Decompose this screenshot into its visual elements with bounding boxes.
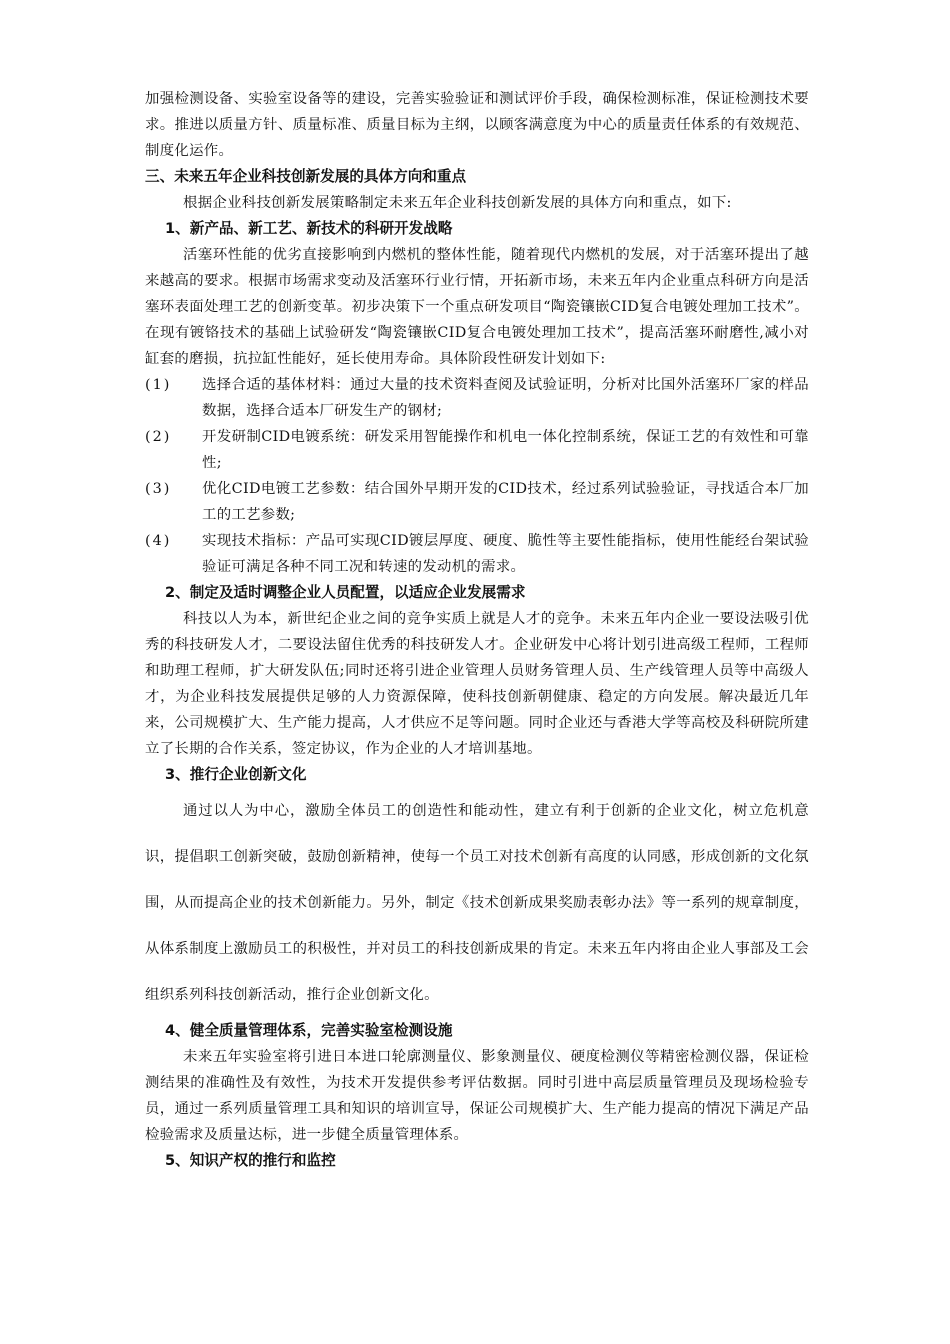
subheading-1: 1、新产品、新工艺、新技术的科研开发战略 — [165, 220, 453, 237]
list-item-number: (4) — [145, 533, 172, 549]
list-item-number: (1) — [145, 377, 172, 393]
list-item-text: 优化CID电镀工艺参数：结合国外早期开发的CID技术，经过系列试验验证，寻找适合本厂加工的工艺参数; — [202, 481, 809, 523]
plan-list — [145, 372, 809, 580]
paragraph-culture: 通过以人为中心，激励全体员工的创造性和能动性，建立有利于创新的企业文化，树立危机意识，提倡职工创新突破，鼓励创新精神，使每一个员工对技术创新有高度的认同感，形成创新的文化氛围，从而提高企业的技术创新能力。另外，制定《技术创新成果奖励表彰办法》等一系列的规章制度，从体系制度上激励员工的积极性，并对员工的科技创新成果的肯定。未来五年内将由企业人事部及工会组织系列科技创新活动，推行企业创新文化。 — [145, 803, 809, 1003]
list-item-number: (3) — [145, 481, 172, 497]
paragraph-section-lead: 根据企业科技创新发展策略制定未来五年企业科技创新发展的具体方向和重点，如下: — [183, 195, 732, 211]
list-item — [145, 372, 809, 424]
list-item — [145, 528, 809, 580]
paragraph-piston-ring: 活塞环性能的优劣直接影响到内燃机的整体性能，随着现代内燃机的发展，对于活塞环提出了越来越高的要求。根据市场需求变动及活塞环行业行情，开拓新市场，未来五年内企业重点科研方向是活塞环表面处理工艺的创新变革。初步决策下一个重点研发项目“陶瓷镶嵌CID复合电镀处理加工技术”。在现有镀铬技术的基础上试验研发“陶瓷镶嵌CID复合电镀处理加工技术”，提高活塞环耐磨性,减小对缸套的磨损，抗拉缸性能好，延长使用寿命。具体阶段性研发计划如下: — [145, 247, 809, 367]
subheading-5: 5、知识产权的推行和监控 — [165, 1152, 336, 1169]
paragraph-quality: 未来五年实验室将引进日本进口轮廓测量仪、影象测量仪、硬度检测仪等精密检测仪器，保证检测结果的准确性及有效性，为技术开发提供参考评估数据。同时引进中高层质量管理员及现场检验专员，通过一系列质量管理工具和知识的培训宣导，保证公司规模扩大、生产能力提高的情况下满足产品检验需求及质量达标，进一步健全质量管理体系。 — [145, 1049, 809, 1143]
list-item-text: 实现技术指标：产品可实现CID镀层厚度、硬度、脆性等主要性能指标，使用性能经台架试验验证可满足各种不同工况和转速的发动机的需求。 — [202, 533, 809, 575]
list-item — [145, 424, 809, 476]
document-page — [145, 86, 809, 1174]
subheading-2: 2、制定及适时调整企业人员配置，以适应企业发展需求 — [165, 584, 526, 601]
list-item-text: 开发研制CID电镀系统：研发采用智能操作和机电一体化控制系统，保证工艺的有效性和可靠性; — [202, 429, 809, 471]
section-heading-3: 三、未来五年企业科技创新发展的具体方向和重点 — [145, 168, 467, 185]
paragraph-talent: 科技以人为本，新世纪企业之间的竞争实质上就是人才的竞争。未来五年内企业一要设法吸引优秀的科技研发人才，二要设法留住优秀的科技研发人才。企业研发中心将计划引进高级工程师，工程师和助理工程师，扩大研发队伍;同时还将引进企业管理人员财务管理人员、生产线管理人员等中高级人才，为企业科技发展提供足够的人力资源保障，使科技创新朝健康、稳定的方向发展。解决最近几年来，公司规模扩大、生产能力提高，人才供应不足等问题。同时企业还与香港大学等高校及科研院所建立了长期的合作关系，签定协议，作为企业的人才培训基地。 — [145, 611, 809, 757]
list-item-text: 选择合适的基体材料：通过大量的技术资料查阅及试验证明，分析对比国外活塞环厂家的样品数据，选择合适本厂研发生产的钢材; — [202, 377, 809, 419]
list-item-number: (2) — [145, 429, 172, 445]
paragraph-intro: 加强检测设备、实验室设备等的建设，完善实验验证和测试评价手段，确保检测标准，保证检测技术要求。推进以质量方针、质量标准、质量目标为主纲，以顾客满意度为中心的质量责任体系的有效规范、制度化运作。 — [145, 91, 809, 159]
subheading-4: 4、健全质量管理体系，完善实验室检测设施 — [165, 1022, 453, 1039]
culture-block — [145, 788, 809, 1018]
list-item — [145, 476, 809, 528]
subheading-3: 3、推行企业创新文化 — [165, 766, 307, 783]
